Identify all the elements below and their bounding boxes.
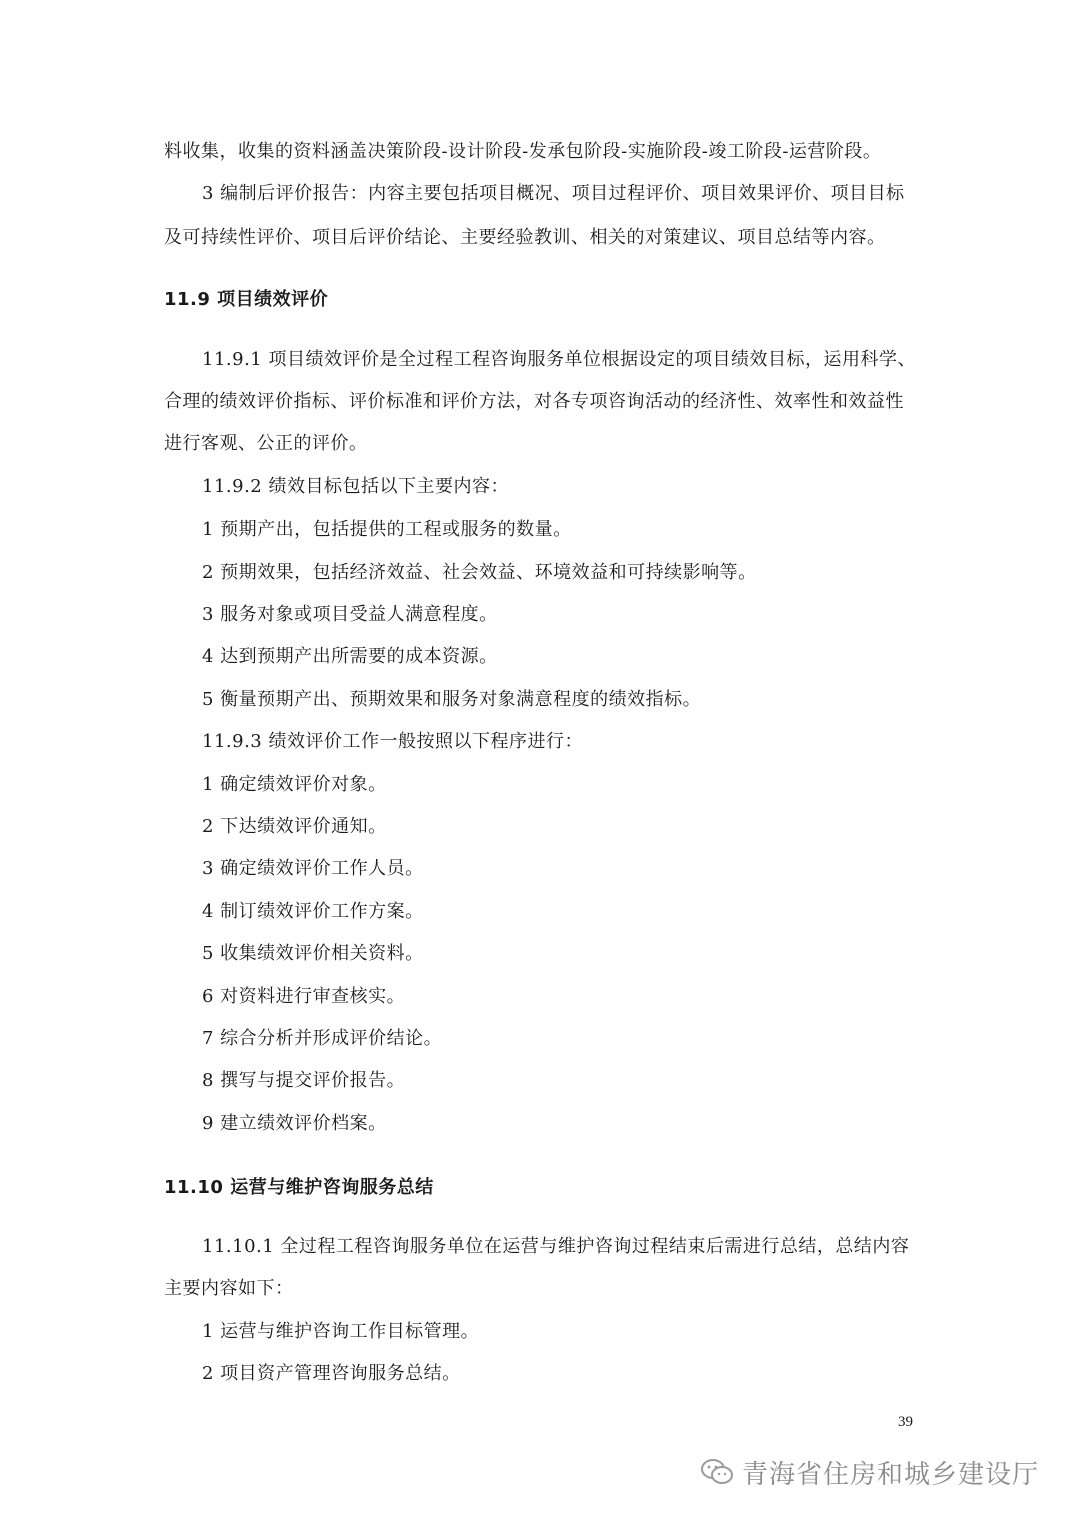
paragraph-line: 进行客观、公正的评价。: [164, 433, 368, 454]
paragraph-line: 及可持续性评价、项目后评价结论、主要经验教训、相关的对策建议、项目总结等内容。: [164, 227, 886, 248]
list-item: 4 达到预期产出所需要的成本资源。: [202, 646, 498, 667]
list-item: 2 下达绩效评价通知。: [202, 816, 387, 837]
list-item: 8 撰写与提交评价报告。: [202, 1070, 406, 1091]
page-number: 39: [898, 1414, 913, 1430]
list-item: 4 制订绩效评价工作方案。: [202, 901, 424, 922]
watermark-text: 青海省住房和城乡建设厅: [742, 1459, 1040, 1490]
list-item: 1 确定绩效评价对象。: [202, 774, 387, 795]
list-item: 5 衡量预期产出、预期效果和服务对象满意程度的绩效指标。: [202, 689, 702, 710]
paragraph-line: 料收集，收集的资料涵盖决策阶段-设计阶段-发承包阶段-实施阶段-竣工阶段-运营阶段。: [164, 141, 882, 162]
paragraph-line: 主要内容如下：: [164, 1278, 294, 1299]
list-item: 9 建立绩效评价档案。: [202, 1113, 387, 1134]
paragraph-line: 合理的绩效评价指标、评价标准和评价方法，对各专项咨询活动的经济性、效率性和效益性: [164, 391, 904, 412]
list-item: 3 服务对象或项目受益人满意程度。: [202, 604, 498, 625]
list-item: 3 确定绩效评价工作人员。: [202, 858, 424, 879]
list-item: 6 对资料进行审查核实。: [202, 986, 406, 1007]
section-heading: 11.9 项目绩效评价: [164, 289, 329, 310]
clause: 11.9.3 绩效评价工作一般按照以下程序进行：: [202, 731, 583, 752]
watermark: [700, 1452, 1039, 1492]
list-item: 7 综合分析并形成评价结论。: [202, 1028, 443, 1049]
clause: 11.9.1 项目绩效评价是全过程工程咨询服务单位根据设定的项目绩效目标，运用科学、: [202, 349, 916, 370]
clause: 11.10.1 全过程工程咨询服务单位在运营与维护咨询过程结束后需进行总结，总结内容: [202, 1236, 910, 1257]
wechat-icon: [700, 1457, 734, 1487]
list-item: 5 收集绩效评价相关资料。: [202, 943, 424, 964]
section-heading: 11.10 运营与维护咨询服务总结: [164, 1177, 434, 1198]
list-item: 2 预期效果，包括经济效益、社会效益、环境效益和可持续影响等。: [202, 562, 757, 583]
clause: 11.9.2 绩效目标包括以下主要内容：: [202, 476, 509, 497]
list-item: 2 项目资产管理咨询服务总结。: [202, 1363, 461, 1384]
list-item: 1 预期产出，包括提供的工程或服务的数量。: [202, 519, 572, 540]
list-item: 1 运营与维护咨询工作目标管理。: [202, 1321, 480, 1342]
list-item: 3 编制后评价报告：内容主要包括项目概况、项目过程评价、项目效果评价、项目目标: [202, 183, 905, 204]
